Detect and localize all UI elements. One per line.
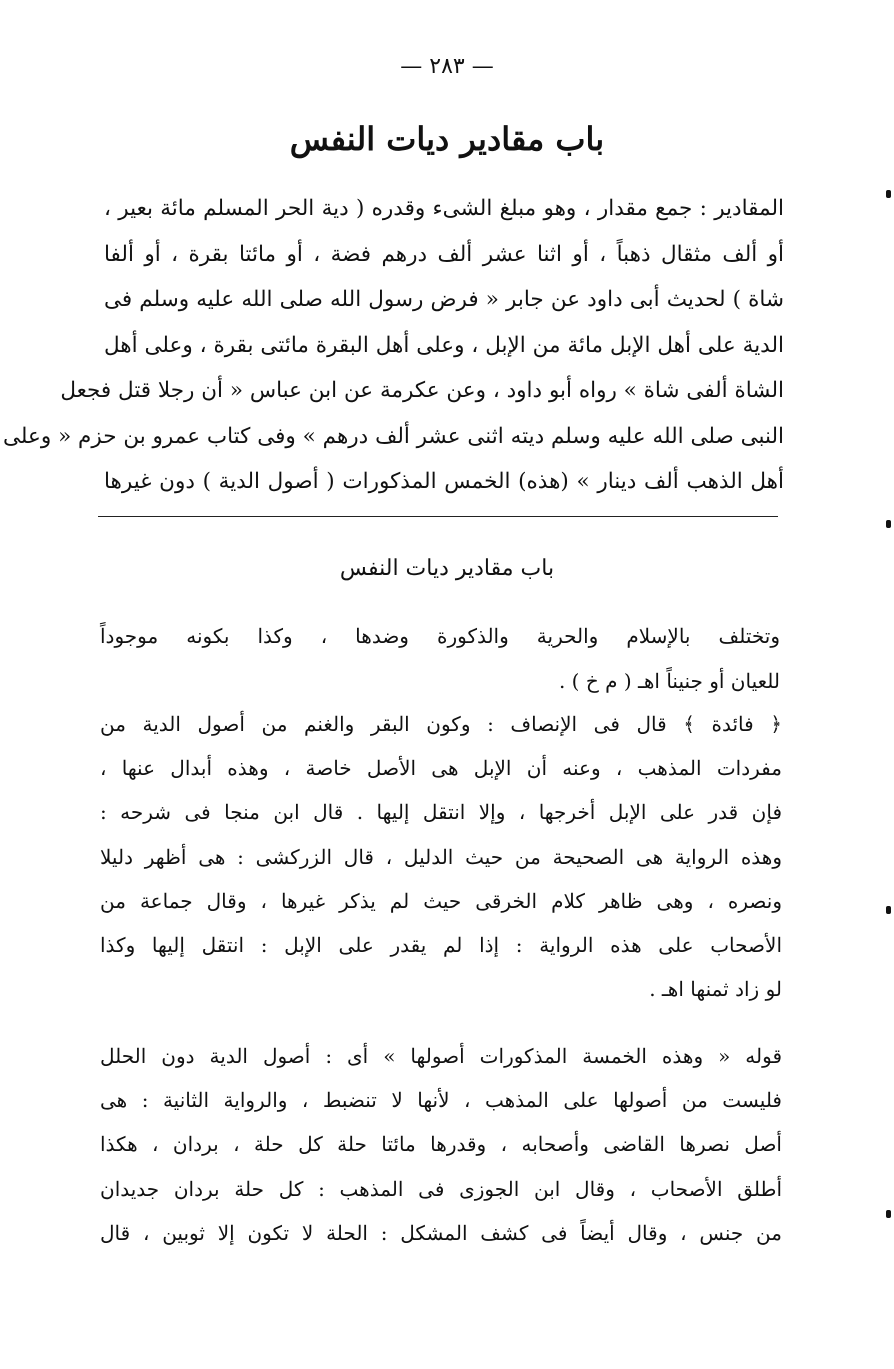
margin-dot (886, 190, 891, 198)
commentary-title: باب مقادير ديات النفس (339, 556, 555, 581)
commentary-line: مفردات المذهب ، وعنه أن الإبل هى الأصل خاصة ، وهذه أبدال عنها ، (100, 756, 782, 781)
commentary-line: لو زاد ثمنها اهـ . (649, 977, 782, 1002)
main-text (2, 186, 784, 505)
main-text-line: أهل الذهب ألف دينار » (هذه) الخمس المذكورات ( أصول الدية ) دون غيرها (104, 469, 784, 494)
main-text-line: الشاة ألفى شاة » رواه أبو داود ، وعن عكرمة عن ابن عباس « أن رجلا قتل فجعل (60, 378, 784, 403)
commentary-line: للعيان أو جنيناً اهـ ( م خ ) . (558, 669, 780, 693)
commentary-line: وتختلف بالإسلام والحرية والذكورة وضدها ، وكذا بكونه موجوداً (100, 624, 780, 648)
main-text-line: الدية على أهل الإبل مائة من الإبل ، وعلى أهل البقرة مائتى بقرة ، وعلى أهل (104, 332, 784, 358)
commentary-line: من جنس ، وقال أيضاً فى كشف المشكل : الحلة لا تكون إلا ثوبين ، قال (100, 1220, 782, 1245)
margin-dot (886, 1210, 891, 1218)
commentary-line: فليست من أصولها على المذهب ، لأنها لا تنضبط ، والرواية الثانية : هى (100, 1088, 782, 1113)
main-text-line: النبى صلى الله عليه وسلم ديته اثنى عشر ألف درهم » وفى كتاب عمرو بن حزم « وعلى (2, 423, 784, 449)
commentary-line: قوله « وهذه الخمسة المذكورات أصولها » أى : أصول الدية دون الحلل (100, 1044, 782, 1068)
main-text-line: أو ألف مثقال ذهباً ، أو اثنا عشر ألف درهم فضة ، أو مائتا بقرة ، أو ألفا (104, 241, 784, 267)
commentary-line: أطلق الأصحاب ، وقال ابن الجوزى فى المذهب : كل حلة بردان جديدان (100, 1176, 782, 1201)
chapter-title: باب مقادير ديات النفس (289, 120, 605, 158)
commentary-line: الأصحاب على هذه الرواية : إذا لم يقدر على الإبل : انتقل إليها وكذا (100, 933, 782, 958)
margin-dot (886, 520, 891, 528)
commentary-line: فإن قدر على الإبل أخرجها ، وإلا انتقل إليها . قال ابن منجا فى شرحه : (100, 800, 782, 825)
commentary-line: ﴿ فائدة ﴾ قال فى الإنصاف : وكون البقر والغنم من أصول الدية من (100, 712, 782, 736)
page-number: — ٢٨٣ — (400, 54, 494, 79)
commentary-paragraph-3 (100, 1034, 782, 1255)
commentary-line: ونصره ، وهى ظاهر كلام الخرقى حيث لم يذكر غيرها ، وقال جماعة من (100, 888, 782, 913)
commentary-line: وهذه الرواية هى الصحيحة من حيث الدليل ، قال الزركشى : هى أظهر دليلا (100, 844, 782, 869)
margin-dot (886, 906, 891, 914)
section-divider (98, 516, 778, 517)
commentary-paragraph-2 (100, 702, 782, 1011)
main-text-line: شاة ) لحديث أبى داود عن جابر « فرض رسول الله صلى الله عليه وسلم فى (104, 287, 784, 312)
main-text-line: المقادير : جمع مقدار ، وهو مبلغ الشىء وقدره ( دية الحر المسلم مائة بعير ، (104, 196, 784, 221)
commentary-paragraph-1 (100, 614, 780, 704)
commentary-line: أصل نصرها القاضى وأصحابه ، وقدرها مائتا حلة كل حلة ، بردان ، هكذا (100, 1132, 782, 1157)
